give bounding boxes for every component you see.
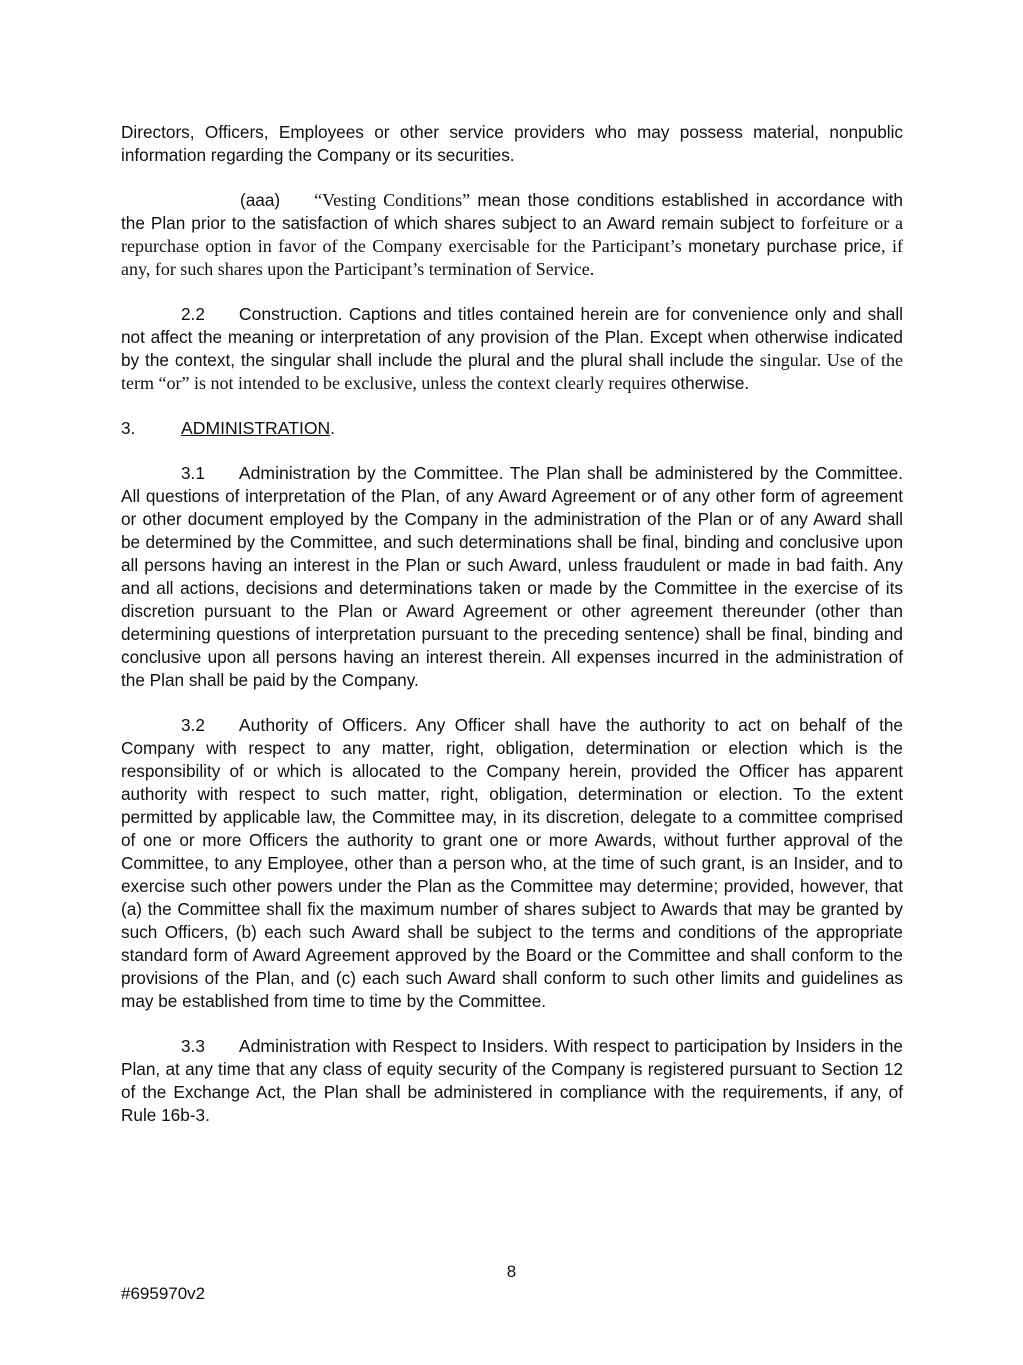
section-number: 3.3 (181, 1036, 205, 1056)
section-number: 3.1 (181, 463, 205, 483)
section-number: 2.2 (181, 304, 205, 324)
paragraph-text-serif: forfeiture or a repurchase option in favor of the Company exercisable for the Participant’s (121, 213, 903, 256)
paragraph-text: Any Officer shall have the authority to act on behalf of the Company with respect to any matter, right, obligation, determination or election which is the responsibility of or which is allocated to the Company herein, provided the Officer has apparent authority with respect to such matter, right, obligation, determination or election. To the extent permitted by applicable law, the Committee may, in its discretion, delegate to a committee comprised of one or more Officers the authority to grant one or more Awards, without further approval of the Committee, to any Employee, other than a person who, at the time of such grant, is an Insider, and to exercise such other powers under the Plan as the Committee may determine; provided, however, that (a) the Committee shall fix the maximum number of shares subject to Awards that may be granted by such Officers, (b) each such Award shall be subject to the terms and conditions of the appropriate standard form of Award Agreement approved by the Board or the Committee and shall conform to the provisions of the Plan, and (c) each such Award shall conform to such other limits and guidelines as may be established from time to time by the Committee. (121, 715, 903, 1011)
paragraph-definitions-continued (121, 121, 903, 167)
section-heading: Authority of Officers. (238, 715, 408, 735)
paragraph-text: otherwise. (670, 373, 750, 393)
section-title: ADMINISTRATION (181, 418, 331, 438)
paragraph-aaa-vesting-conditions (121, 189, 903, 281)
paragraph-2-2-construction (121, 303, 903, 395)
paragraph-text: The Plan shall be administered by the Committee. All questions of interpretation of the Plan, of any Award Agreement or of any other form of agreement or other document employed by the Company in the administration of the Plan or of any Award shall be determined by the Committee, and such determinations shall be final, binding and conclusive upon all persons having an interest in the Plan or such Award, unless fraudulent or made in bad faith. Any and all actions, decisions and determinations taken or made by the Committee in the exercise of its discretion pursuant to the Plan or Award Agreement or other agreement thereunder (other than determining questions of interpretation pursuant to the preceding sentence) shall be final, binding and conclusive upon all persons having an interest therein. All expenses incurred in the administration of the Plan shall be paid by the Company. (121, 463, 903, 690)
paragraph-text-serif: , if any, for such shares upon the Participant’s termination of Service. (121, 236, 903, 279)
document-id: #695970v2 (121, 1284, 206, 1303)
section-number: 3. (121, 418, 136, 438)
section-heading: Construction. (238, 304, 343, 324)
defined-term: “Vesting Conditions” (314, 190, 471, 210)
paragraph-text: With respect to participation by Insiders in the Plan, at any time that any class of equity security of the Company is registered pursuant to Section 12 of the Exchange Act, the Plan shall be administered in compliance with the requirements, if any, of Rule 16b-3. (121, 1036, 903, 1125)
paragraph-3-3-insiders (121, 1035, 903, 1127)
section-3-heading (121, 417, 903, 440)
paragraph-text: monetary purchase price (688, 236, 882, 256)
paragraph-text-serif: singular. Use of the term “or” is not intended to be exclusive, unless the context clearly requires (121, 350, 903, 393)
paragraph-text: Directors, Officers, Employees or other service providers who may possess material, nonpublic information regarding the Company or its securities. (121, 122, 903, 165)
paragraph-3-1-administration (121, 462, 903, 692)
document-body (121, 121, 903, 1149)
section-heading: Administration by the Committee. (238, 463, 504, 483)
paragraph-3-2-authority-of-officers (121, 714, 903, 1013)
paragraph-text: mean those conditions established in accordance with the Plan prior to the satisfaction of which shares subject to an Award remain subject to (121, 190, 903, 233)
section-title-suffix: . (330, 418, 336, 438)
clause-label: (aaa) (240, 190, 281, 210)
section-heading: Administration with Respect to Insiders. (238, 1036, 549, 1056)
section-number: 3.2 (181, 715, 205, 735)
page-number: 8 (506, 1262, 517, 1281)
paragraph-text: Captions and titles contained herein are for convenience only and shall not affect the meaning or interpretation of any provision of the Plan. Except when otherwise indicated by the context, the singular shall include the plural and the plural shall include the (121, 304, 903, 370)
